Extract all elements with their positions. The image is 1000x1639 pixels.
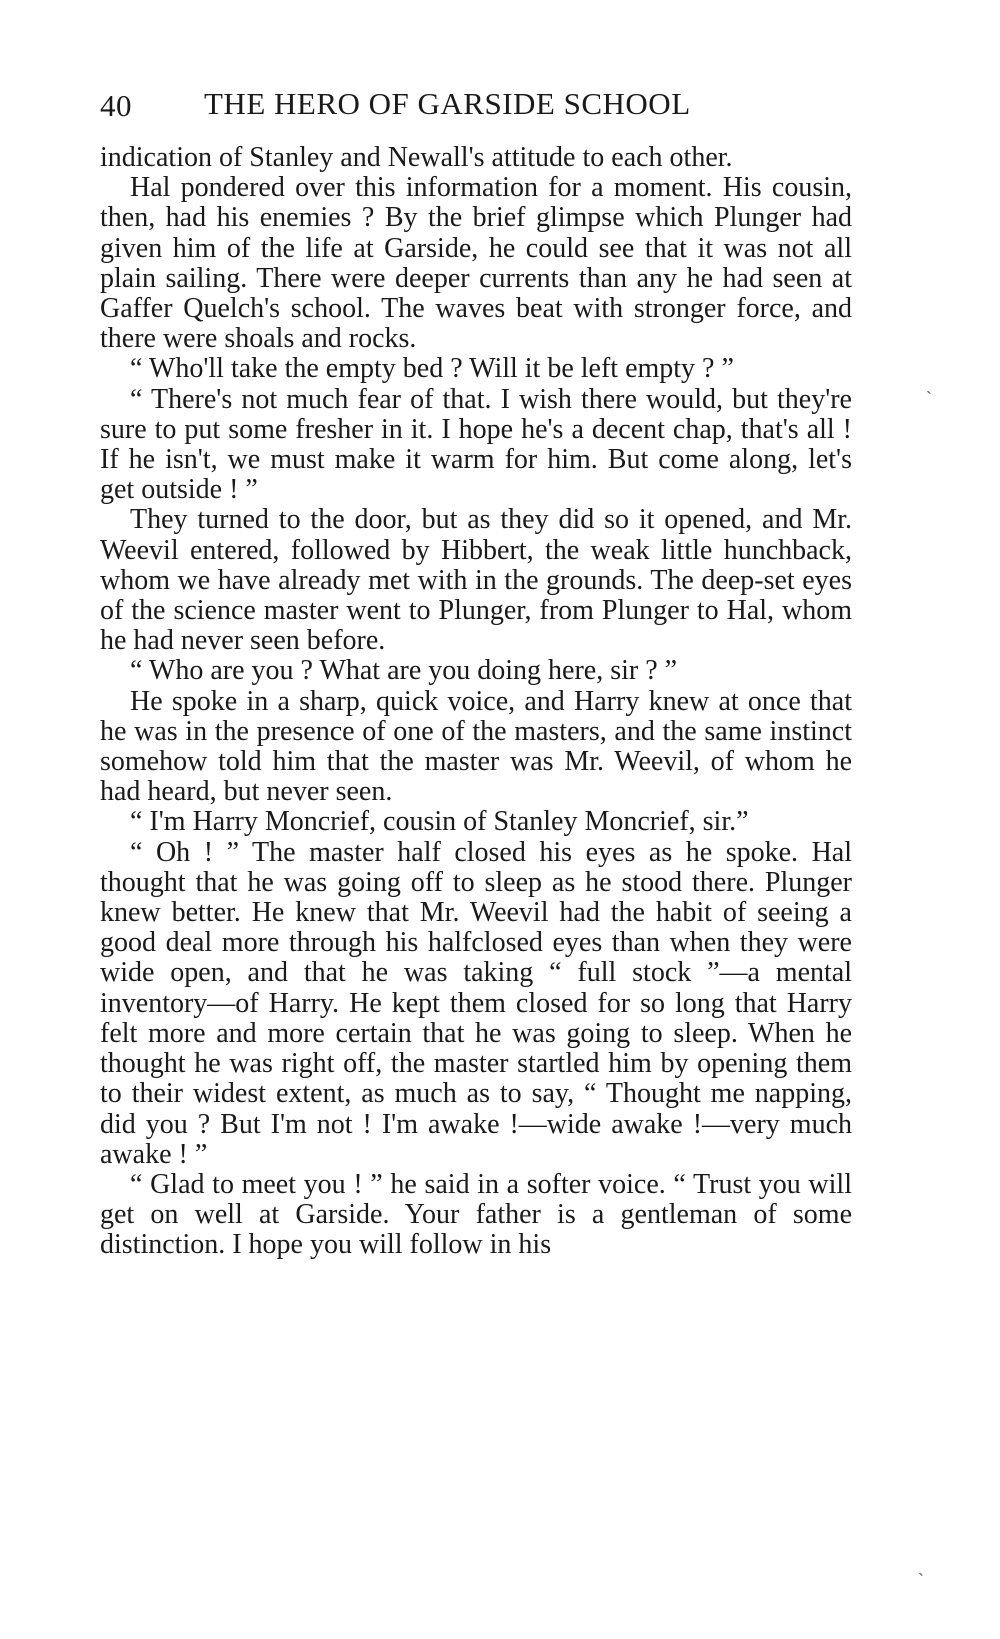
paragraph: “ There's not much fear of that. I wish there would, but they're sure to put some fresher in it. I hope he's a decent chap, that's all ! If he isn't, we must make it warm for him. But come along, let's get outside ! ”	[100, 383, 852, 506]
paragraph: They turned to the door, but as they did so it opened, and Mr. Weevil entered, followed by Hibbert, the weak little hunchback, whom we have already met with in the grounds. The deep-set eyes of the science master went to Plunger, from Plunger to Hal, whom he had never seen before.	[100, 504, 852, 657]
paragraph: “ Oh ! ” The master half closed his eyes as he spoke. Hal thought that he was going off to sleep as he stood there. Plunger knew better. He knew that Mr. Weevil had the habit of seeing a good deal more through his halfclosed eyes than when they were wide open, and that he was taking “ full stock ”—a mental inventory—of Harry. He kept them closed for so long that Harry felt more and more certain that he was going to sleep. When he thought he was right off, the master startled him by opening them to their widest extent, as much as to say, “ Thought me napping, did you ? But I'm not ! I'm awake !—wide awake !—very much awake ! ”	[100, 836, 852, 1170]
running-title: THE HERO OF GARSIDE SCHOOL	[204, 86, 691, 121]
paragraph: “ Glad to meet you ! ” he said in a softer voice. “ Trust you will get on well at Garside. Your father is a gentleman of some distinction. I hope you will follow in his	[100, 1168, 852, 1261]
paragraph: He spoke in a sharp, quick voice, and Harry knew at once that he was in the presence of one of the masters, and the same instinct somehow told him that the master was Mr. Weevil, of whom he had heard, but never seen.	[100, 685, 852, 808]
scan-speck: ˏ	[926, 374, 932, 394]
paragraph: indication of Stanley and Newall's attitude to each other.	[100, 142, 733, 173]
paragraph: “ Who'll take the empty bed ? Will it be left empty ? ”	[130, 353, 734, 385]
page-number: 40	[100, 88, 132, 123]
running-header	[100, 86, 860, 126]
paragraph: “ Who are you ? What are you doing here, sir ? ”	[130, 655, 678, 687]
body-text	[100, 143, 852, 1261]
paragraph: “ I'm Harry Moncrief, cousin of Stanley Moncrief, sir.”	[130, 806, 749, 838]
paragraph: Hal pondered over this information for a moment. His cousin, then, had his enemies ? By the brief glimpse which Plunger had given him of the life at Garside, he could see that it was not all plain sailing. There were deeper currents than any he had seen at Gaffer Quelch's school. The waves beat with stronger force, and there were shoals and rocks.	[100, 172, 852, 355]
scan-speck: ˎ	[918, 1556, 924, 1576]
